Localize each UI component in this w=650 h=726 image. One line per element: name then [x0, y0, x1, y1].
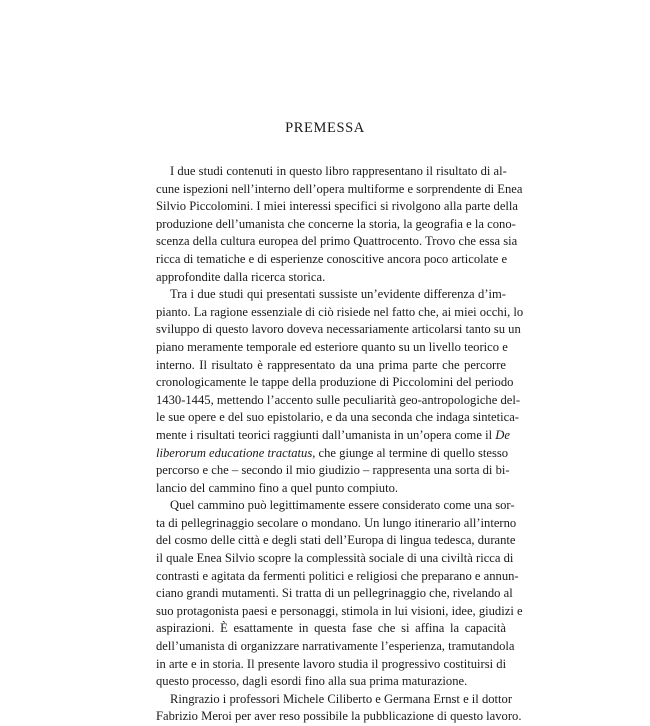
text-line: 1430-1445, mettendo l’accento sulle peculiarità geo-antropologiche del- [156, 392, 521, 407]
paragraph-2 [142, 286, 524, 497]
paragraph-3 [142, 497, 523, 691]
text-line: Quel cammino può legittimamente essere considerato come una sor- [170, 498, 515, 513]
text-line: approfondite dalla ricerca storica. [156, 269, 326, 284]
text-line: ricca di tematiche e di esperienze conoscitive ancora poco articolate e [156, 251, 508, 266]
text-fragment: , che giunge al termine di quello stesso [312, 445, 509, 460]
italic-title-fragment: De [495, 427, 510, 442]
text-line: lancio del cammino fino a quel punto compiuto. [156, 480, 399, 495]
text-line-with-italic [142, 427, 510, 445]
text-line: ciano grandi mutamenti. Si tratta di un pellegrinaggio che, rivelando al [156, 586, 513, 601]
text-line: produzione dell’umanista che concerne la storia, la geografia e la cono- [156, 216, 516, 231]
text-fragment: mente i risultati teorici raggiunti dall’umanista in un’opera come il [156, 427, 496, 442]
paragraph-1 [142, 163, 523, 286]
text-line: Tra i due studi qui presentati sussiste un’evidente differenza d’im- [170, 287, 506, 302]
text-line: suo protagonista paesi e personaggi, stimola in lui visioni, idee, giudizi e [156, 603, 523, 618]
text-line: pianto. La ragione essenziale di ciò risiede nel fatto che, ai miei occhi, lo [156, 304, 524, 319]
body-text [142, 163, 524, 726]
text-line: scenza della cultura europea del primo Quattrocento. Trovo che essa sia [156, 234, 518, 249]
text-line: le sue opere e del suo epistolario, e da una seconda che indaga sinteticа- [156, 410, 519, 425]
text-line-with-italic [142, 445, 509, 463]
text-line: ta di pellegrinaggio secolare o mondano. Un lungo itinerario all’interno [156, 515, 517, 530]
text-line: piano meramente temporale ed esteriore quanto su un livello teorico e [156, 339, 508, 354]
text-line: aspirazioni. È esattamente in questa fase che si affina la capacità [156, 621, 506, 636]
text-line: questo processo, dagli esordi fino alla sua prima maturazione. [156, 674, 468, 689]
text-line: cronologicamente le tappe della produzione di Piccolomini del periodo [156, 375, 514, 390]
text-line: Fabrizio Meroi per aver reso possibile la pubblicazione di questo lavoro. [156, 709, 522, 724]
text-line: in arte e in storia. Il presente lavoro studia il progressivo costituirsi di [156, 656, 507, 671]
text-line: cune ispezioni nell’interno dell’opera multiforme e sorprendente di Enea [156, 181, 523, 196]
text-line: sviluppo di questo lavoro doveva necessariamente articolarsi tanto su un [156, 322, 521, 337]
text-line: interno. Il risultato è rappresentato da una prima parte che percorre [156, 357, 506, 372]
italic-title-fragment: liberorum educatione tractatus [156, 445, 313, 460]
text-line: Silvio Piccolomini. I miei interessi specifici si rivolgono alla parte della [156, 199, 518, 214]
paragraph-4 [142, 691, 522, 726]
text-line: percorso e che – secondo il mio giudizio – rappresenta una sorta di bi- [156, 463, 510, 478]
page-title: PREMESSA [285, 120, 365, 136]
text-line: Ringrazio i professori Michele Ciliberto e Germana Ernst e il dottor [170, 691, 513, 706]
text-line: I due studi contenuti in questo libro rappresentano il risultato di al- [170, 164, 507, 178]
text-line: dell’umanista di organizzare narrativamente l’esperienza, tramutandola [156, 639, 515, 654]
text-line: il quale Enea Silvio scopre la complessità sociale di una civiltà ricca di [156, 551, 514, 566]
text-line: contrasti e agitata da fermenti politici e religiosi che preparano e annun- [156, 568, 519, 583]
text-line: del cosmo delle città e degli stati dell’Europa di lingua tedesca, durante [156, 533, 516, 548]
